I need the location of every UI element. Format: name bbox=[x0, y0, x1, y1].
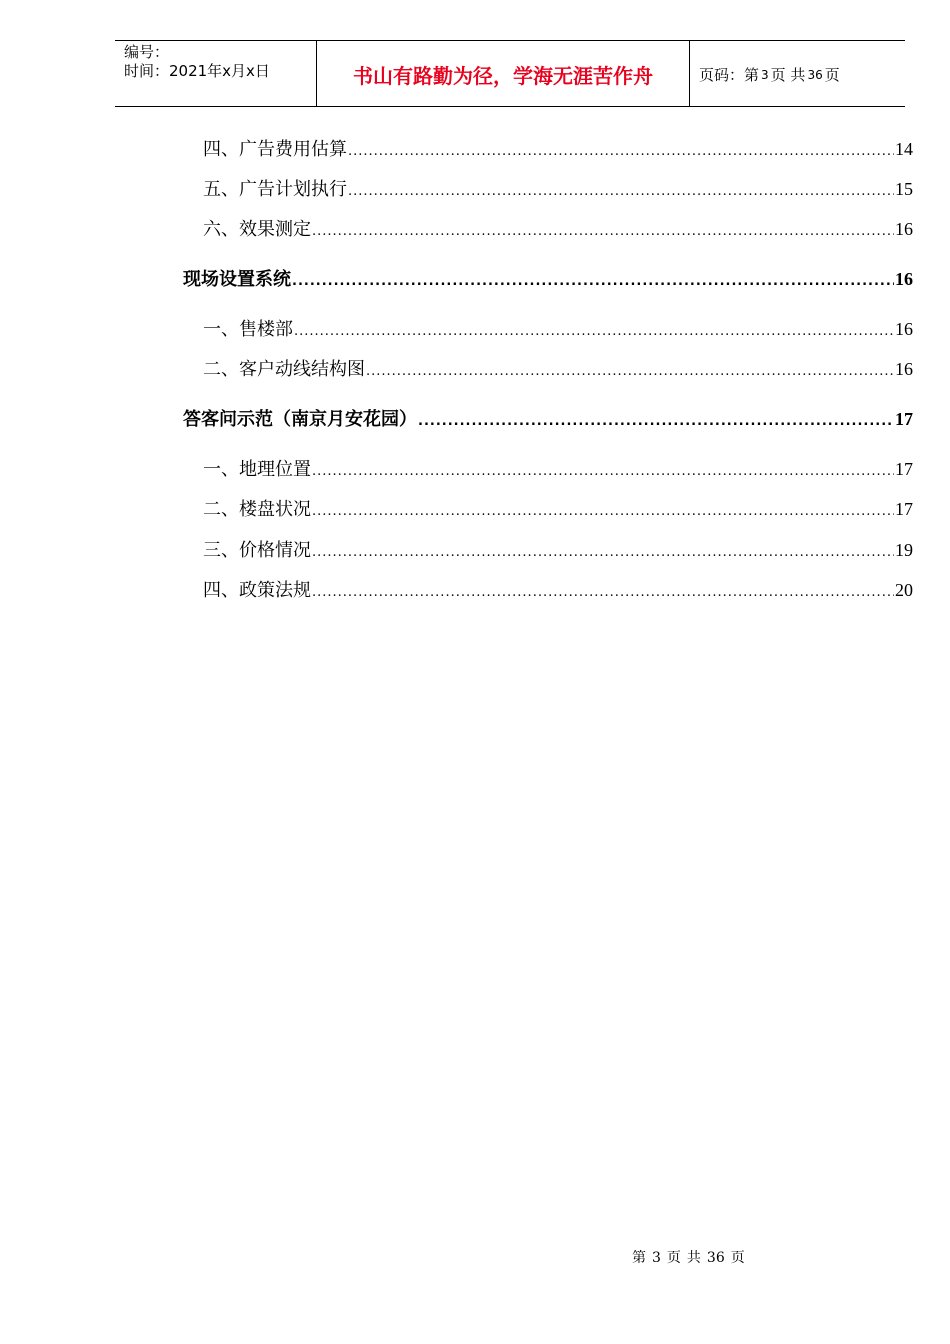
toc-entry-page: 17 bbox=[895, 409, 913, 429]
header-page-suffix: 页 bbox=[824, 66, 840, 84]
toc-leader-dots bbox=[312, 219, 894, 245]
toc-leader-dots bbox=[348, 179, 894, 205]
page-footer bbox=[632, 1247, 751, 1267]
footer-page-label: 页 bbox=[666, 1250, 681, 1266]
toc-entry-title: 一、地理位置 bbox=[203, 459, 311, 480]
toc-leader-dots bbox=[418, 409, 894, 435]
document-time-label: 时间：2021年x月x日 bbox=[124, 62, 270, 80]
toc-entry[interactable] bbox=[203, 537, 913, 563]
document-number-label: 编号： bbox=[124, 43, 170, 61]
toc-entry[interactable] bbox=[203, 176, 913, 202]
toc-leader-dots bbox=[312, 580, 894, 606]
header-page-current: 3 bbox=[761, 67, 769, 82]
toc-entry-title: 五、广告计划执行 bbox=[203, 179, 347, 200]
toc-entry-title: 六、效果测定 bbox=[203, 219, 311, 240]
header-motto: 书山有路勤为径，学海无涯苦作舟 bbox=[317, 41, 690, 106]
toc-entry-page: 16 bbox=[895, 319, 913, 339]
toc-entry-title: 四、政策法规 bbox=[203, 580, 311, 601]
toc-entry-title: 现场设置系统 bbox=[183, 269, 291, 290]
toc-leader-dots bbox=[348, 139, 894, 165]
toc-entry[interactable] bbox=[203, 136, 913, 162]
footer-suffix: 页 bbox=[730, 1250, 745, 1266]
header-meta bbox=[115, 41, 317, 106]
toc-entry-title: 答客问示范（南京月安花园） bbox=[183, 409, 417, 430]
toc-entry[interactable] bbox=[203, 356, 913, 382]
footer-prefix: 第 bbox=[632, 1250, 646, 1266]
toc-entry-page: 14 bbox=[895, 139, 913, 159]
toc-entry-title: 三、价格情况 bbox=[203, 540, 311, 561]
toc-entry-page: 16 bbox=[895, 269, 913, 289]
toc-entry-page: 20 bbox=[895, 580, 913, 600]
toc-entry[interactable] bbox=[203, 496, 913, 522]
toc-entry-page: 17 bbox=[895, 459, 913, 479]
header-page-info bbox=[690, 41, 905, 106]
toc-entry[interactable] bbox=[203, 316, 913, 342]
toc-leader-dots bbox=[312, 499, 894, 525]
toc-entry[interactable] bbox=[203, 577, 913, 603]
footer-page-total: 36 bbox=[706, 1250, 725, 1266]
toc-entry-title: 四、广告费用估算 bbox=[203, 139, 347, 160]
toc-leader-dots bbox=[294, 319, 894, 345]
toc-section-entry[interactable] bbox=[183, 406, 913, 432]
header-page-mid: 页 共 bbox=[770, 66, 806, 84]
toc-leader-dots bbox=[312, 540, 894, 566]
toc-entry-page: 16 bbox=[895, 359, 913, 379]
header-page-total: 36 bbox=[807, 67, 823, 82]
footer-total-label: 共 bbox=[686, 1250, 701, 1266]
toc-leader-dots bbox=[312, 459, 894, 485]
toc-entry-title: 二、楼盘状况 bbox=[203, 499, 311, 520]
toc-entry-page: 16 bbox=[895, 219, 913, 239]
toc-entry[interactable] bbox=[203, 216, 913, 242]
toc-entry-page: 17 bbox=[895, 499, 913, 519]
header-page-prefix: 页码：第 bbox=[699, 66, 760, 84]
toc-entry[interactable] bbox=[203, 456, 913, 482]
toc-leader-dots bbox=[366, 359, 894, 385]
toc-section-entry[interactable] bbox=[183, 266, 913, 292]
footer-page-current: 3 bbox=[652, 1250, 661, 1266]
toc-entry-page: 19 bbox=[895, 540, 913, 560]
toc-entry-title: 二、客户动线结构图 bbox=[203, 359, 365, 380]
page-header bbox=[115, 40, 905, 107]
toc-entry-page: 15 bbox=[895, 179, 913, 199]
toc-entry-title: 一、售楼部 bbox=[203, 319, 293, 340]
toc-leader-dots bbox=[292, 269, 894, 295]
